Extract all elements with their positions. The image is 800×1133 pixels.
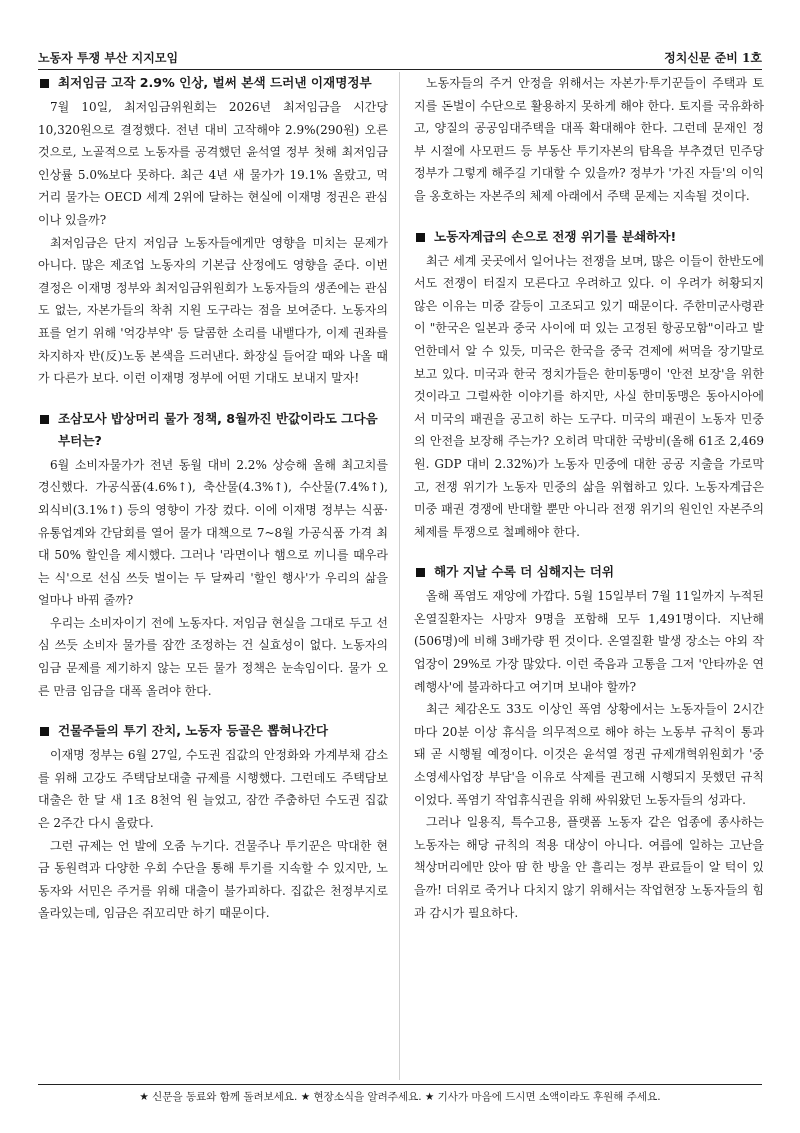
org-name: 노동자 투쟁 부산 지지모임 (38, 51, 179, 65)
article-paragraph: 그런 규제는 언 발에 오줌 누기다. 건물주나 투기꾼은 막대한 현금 동원력과 다양한 우회 수단을 통해 투기를 지속할 수 있지만, 노동자와 서민은 주거를 위해 대출이 불가피하다. 집값은 천정부지로 올라있는데, 임금은 쥐꼬리만 하기 때문이다. (38, 838, 388, 921)
article-paragraph: 노동자들의 주거 안정을 위해서는 자본가·투기꾼들이 주택과 토지를 돈벌이 수단으로 활용하지 못하게 해야 한다. 토지를 국유화하고, 양질의 공공임대주택을 대폭 확대해야 한다. 그런데 문재인 정부 시절에 사모펀드 등 부동산 투기자본의 탐욕을 부추겼던 민주당 정부가 그렇게 해주길 기대할 수 있을까? 정부가 '가진 자들'의 이익을 옹호하는 자본주의 체제 아래에서 주택 문제는 지속될 것이다. (414, 76, 764, 203)
column-divider (399, 72, 400, 1080)
article-paragraph: 6월 소비자물가가 전년 동월 대비 2.2% 상승해 올해 최고치를 경신했다. 가공식품(4.6%↑), 축산물(4.3%↑), 수산물(7.4%↑), 외식비(3.1%↑) 등의 영향이 가장 컸다. 이에 이재명 정부는 식품·유통업계와 간담회를 열어 물가 대책으로 7~8월 가공식품 가격 최대 50% 할인을 제시했다. 그러나 '라면이나 햄으로 끼니를 때우라는 식'으로 선심 쓰듯 벌이는 두 달짜리 '할인 행사'가 우리의 삶을 얼마나 바꿔 줄까? (38, 457, 388, 608)
square-bullet-icon (40, 727, 49, 736)
page-header (38, 44, 762, 70)
article-paragraph: 최근 체감온도 33도 이상인 폭염 상황에서는 노동자들이 2시간마다 20분 이상 휴식을 의무적으로 해야 하는 노동부 규칙이 통과돼 곧 시행될 예정이다. 이것은 윤석열 정권 규제개혁위원회가 '중소영세사업장 부담'을 이유로 삭제를 권고해 시행되지 못했던 규칙이었다. 폭염기 작업휴식권을 위해 싸워왔던 노동자들의 성과다. (414, 702, 764, 807)
square-bullet-icon (40, 79, 49, 88)
square-bullet-icon (416, 568, 425, 577)
article-heading: 노동자계급의 손으로 전쟁 위기를 분쇄하자! (414, 226, 764, 248)
square-bullet-icon (416, 233, 425, 242)
article-paragraph: 그러나 일용직, 특수고용, 플랫폼 노동자 같은 업종에 종사하는 노동자는 해당 규칙의 적용 대상이 아니다. 여름에 일하는 고난을 책상머리에만 앉아 땀 한 방울 안 흘리는 정부 관료들이 알 턱이 있을까! 더위로 죽거나 다치지 않기 위해서는 작업현장 노동자들의 힘과 감시가 필요하다. (414, 815, 764, 920)
article-paragraph: 이재명 정부는 6월 27일, 수도권 집값의 안정화와 가계부채 감소를 위해 고강도 주택담보대출 규제를 시행했다. 그런데도 주택담보대출은 한 달 새 1조 8천억 원 늘었고, 잠깐 주춤하던 수도권 집값은 2주간 다시 올랐다. (38, 748, 388, 831)
issue-label: 정치신문 준비 1호 (664, 51, 762, 65)
article-paragraph: 올해 폭염도 재앙에 가깝다. 5월 15일부터 7월 11일까지 누적된 온열질환자는 사망자 9명을 포함해 모두 1,491명이다. 지난해(506명)에 비해 3배가량 뛴 것이다. 온열질환 발생 장소는 야외 작업장이 29%로 가장 많았다. 이런 죽음과 고통을 그저 '안타까운 연례행사'에 불과하다고 여기며 보내야 할까? (414, 589, 764, 694)
article-paragraph: 우리는 소비자이기 전에 노동자다. 저임금 현실을 그대로 두고 선심 쓰듯 소비자 물가를 잠깐 조정하는 건 실효성이 없다. 노동자의 임금 문제를 제기하지 않는 모든 물가 정책은 눈속임이다. 물가 오른 만큼 임금을 대폭 올려야 한다. (38, 615, 388, 698)
article-heading: 해가 지날 수록 더 심해지는 더위 (414, 561, 764, 583)
article-heading: 조삼모사 밥상머리 물가 정책, 8월까진 반값이라도 그다음부터는? (38, 408, 388, 452)
article-war-crisis (414, 226, 764, 544)
square-bullet-icon (40, 415, 49, 424)
article-housing-continued (414, 72, 764, 208)
page-footer: ★ 신문을 동료와 함께 돌려보세요. ★ 현장소식을 알려주세요. ★ 기사가 마음에 드시면 소액이라도 후원해 주세요. (38, 1084, 762, 1104)
article-heatwave (414, 561, 764, 924)
article-minimum-wage (38, 72, 388, 390)
article-prices (38, 408, 388, 703)
article-heading: 건물주들의 투기 잔치, 노동자 등골은 뽑혀나간다 (38, 720, 388, 742)
article-paragraph: 7월 10일, 최저임금위원회는 2026년 최저임금을 시간당 10,320원으로 결정했다. 전년 대비 고작해야 2.9%(290원) 오른 것으로, 노골적으로 노동자를 공격했던 윤석열 정부 첫해 최저임금 인상률 5.0%보다 못하다. 최근 4년 새 물가가 19.1% 올랐고, 먹거리 물가는 OECD 세계 2위에 달하는 현실에 이재명 정권은 관심이나 있을까? (38, 100, 388, 227)
article-paragraph: 최근 세계 곳곳에서 일어나는 전쟁을 보며, 많은 이들이 한반도에서도 전쟁이 터질지 모른다고 우려하고 있다. 이 우려가 허황되지 않은 이유는 미중 갈등이 고조되고 있기 때문이다. 주한미군사령관이 "한국은 일본과 중국 사이에 떠 있는 고정된 항공모함"이라고 발언한데서 알 수 있듯, 미국은 한국을 중국 견제에 써먹을 장기말로 보고 있다. 미국과 한국 정치가들은 한미동맹이 '안전 보장'을 위한 것이라고 그럴싸한 이야기를 하지만, 사실 한미동맹은 동아시아에서 미국의 패권을 공고히 하는 도구다. 미국의 패권이 노동자 민중의 안전을 보장해 주는가? 오히려 막대한 국방비(올해 61조 2,469원. GDP 대비 2.32%)가 노동자 민중에 대한 공공 지출을 가로막고, 전쟁 위기가 노동자 민중의 삶을 위협하고 있다. 노동자계급은 미중 패권 경쟁에 반대할 뿐만 아니라 전쟁 위기의 원인인 자본주의 체제를 투쟁으로 철폐해야 한다. (414, 253, 764, 539)
right-column (414, 72, 764, 924)
article-housing (38, 720, 388, 925)
article-heading: 최저임금 고작 2.9% 인상, 벌써 본색 드러낸 이재명정부 (38, 72, 388, 94)
article-paragraph: 최저임금은 단지 저임금 노동자들에게만 영향을 미치는 문제가 아니다. 많은 제조업 노동자의 기본급 산정에도 영향을 준다. 이번 결정은 이재명 정부와 최저임금위원회가 노동자들의 생존에는 관심도 없는, 자본가들의 착취 지원 도구라는 점을 보여준다. 노동자의 표를 얻기 위해 '억강부약' 등 달콤한 소리를 내뱉다가, 이제 권좌를 차지하자 반(反)노동 본색을 드러낸다. 화장실 들어갈 때와 나올 때가 다른가 보다. 이런 이재명 정부에 어떤 기대도 보내지 말자! (38, 235, 388, 386)
left-column (38, 72, 388, 925)
